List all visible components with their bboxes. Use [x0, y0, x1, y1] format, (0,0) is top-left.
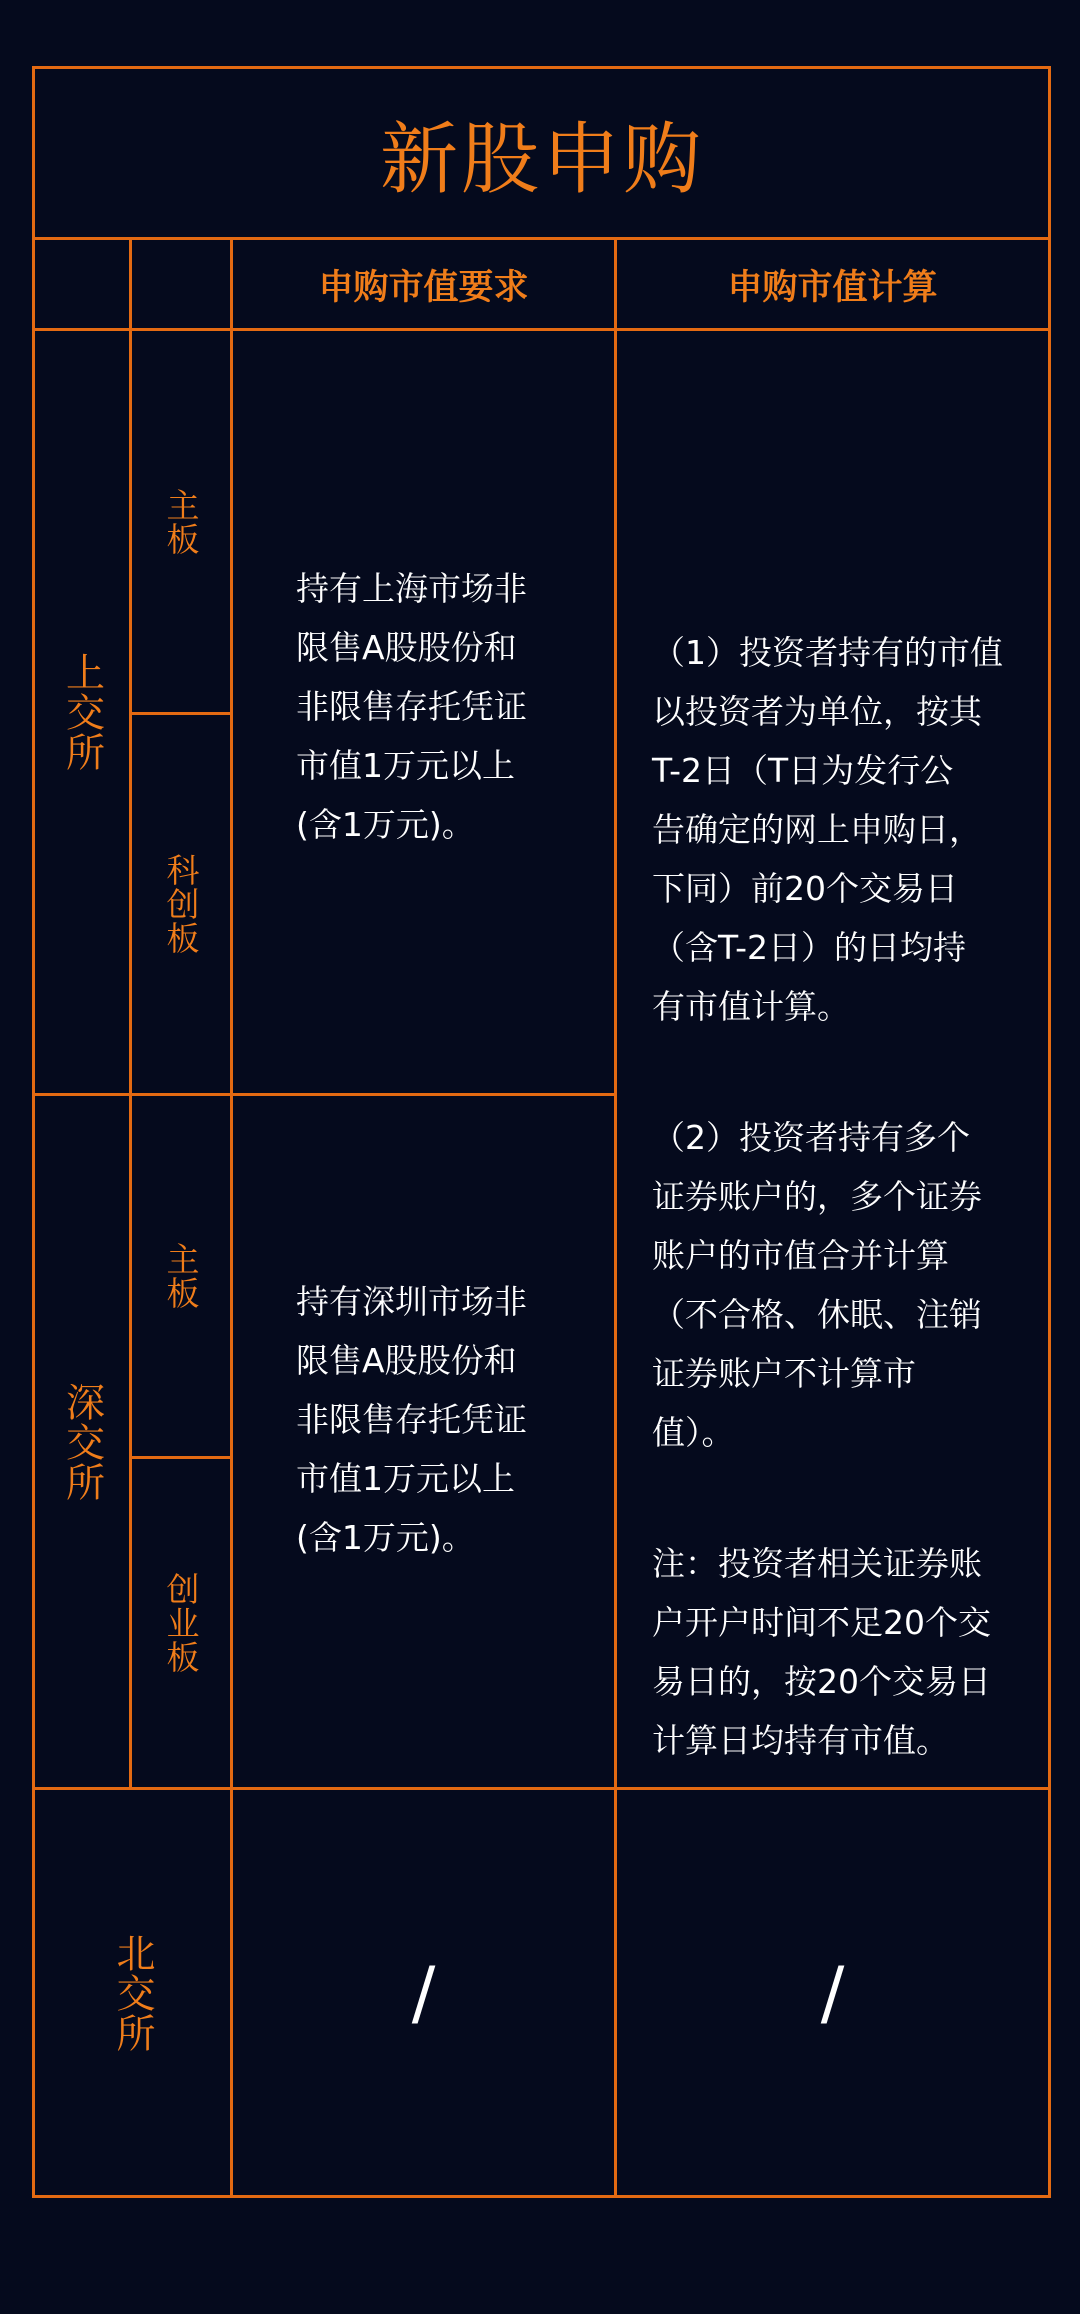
calculation-note-3: 注：投资者相关证券账 户开户时间不足20个交 易日的，按20个交易日 计算日均持有市值。 — [652, 1544, 991, 1760]
calculation-notes — [652, 564, 1042, 1842]
board-label-star-market: 科创板 — [161, 853, 201, 955]
table-bottom-border — [32, 2195, 1051, 2198]
bse-calculation-value: / — [820, 1951, 845, 2034]
exchange-label-szse: 深交所 — [59, 1381, 105, 1502]
requirement-text-szse: 持有深圳市场非 限售A股股份和 非限售存托凭证 市值1万元以上 (含1万元)。 — [296, 1282, 527, 1557]
requirement-text-sse: 持有上海市场非 限售A股股份和 非限售存托凭证 市值1万元以上 (含1万元)。 — [296, 569, 527, 844]
table-top-border — [32, 66, 1051, 69]
column-header-requirement: 申购市值要求 — [318, 268, 529, 308]
page-title: 新股申购 — [379, 115, 704, 205]
board-label-sse-main: 主板 — [161, 487, 201, 556]
board-label-szse-main: 主板 — [161, 1242, 201, 1310]
exchange-label-sse: 上交所 — [59, 652, 105, 772]
bse-requirement-value: / — [411, 1951, 436, 2034]
calculation-note-1: （1）投资者持有的市值 以投资者为单位，按其 T-2日（T日为发行公 告确定的网上申购日， 下同）前20个交易日 （含T-2日）的日均持 有市值计算。 — [652, 633, 1003, 1026]
calculation-note-2: （2）投资者持有多个 证券账户的，多个证券 账户的市值合并计算 （不合格、休眠、注销 证券账户不计算市 值）。 — [652, 1118, 982, 1452]
exchange-label-bse: 北交所 — [110, 1932, 155, 2053]
column-header-calculation: 申购市值计算 — [727, 268, 938, 308]
table-right-border — [1048, 66, 1051, 2198]
board-label-chinext: 创业板 — [161, 1572, 201, 1674]
